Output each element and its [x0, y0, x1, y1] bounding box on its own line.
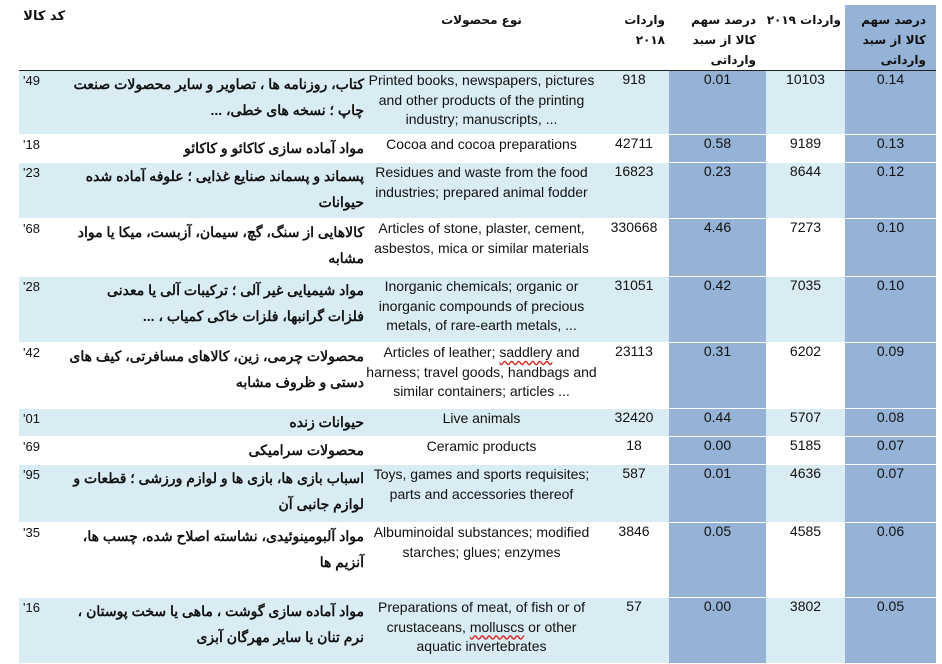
header-product-type: نوع محصولات [364, 5, 599, 71]
share-2019: 0.06 [845, 523, 936, 598]
share-2019: 0.13 [845, 135, 936, 163]
product-name-en: Residues and waste from the food industries; prepared animal fodder [364, 163, 599, 219]
imports-2019: 5185 [766, 437, 845, 465]
header-empty [69, 5, 364, 71]
imports-2018: 31051 [599, 277, 669, 343]
header-share-2018: درصد سهم کالا از سبد وارداتی [669, 5, 766, 71]
product-name-fa: مواد آماده سازی گوشت ، ماهی یا سخت پوستان ، نرم تنان یا سایر مهرگان آبزی [69, 598, 364, 664]
table-row [19, 343, 936, 409]
imports-2018: 18 [599, 437, 669, 465]
table-row [19, 135, 936, 163]
share-2018: 4.46 [669, 219, 766, 277]
share-2019: 0.12 [845, 163, 936, 219]
table-row [19, 437, 936, 465]
share-2018: 0.05 [669, 523, 766, 598]
share-2018: 0.31 [669, 343, 766, 409]
imports-2019: 9189 [766, 135, 845, 163]
imports-2019: 4585 [766, 523, 845, 598]
product-code: '01 [19, 409, 69, 437]
product-name-fa: پسماند و پسماند صنایع غذایی ؛ علوفه آماده شده حیوانات [69, 163, 364, 219]
table-row [19, 163, 936, 219]
en-text-start: Articles of leather; [383, 344, 500, 360]
product-code: '69 [19, 437, 69, 465]
product-code: '23 [19, 163, 69, 219]
imports-2018: 32420 [599, 409, 669, 437]
product-code: '18 [19, 135, 69, 163]
share-2018: 0.01 [669, 71, 766, 135]
imports-2018: 3846 [599, 523, 669, 598]
table-row [19, 523, 936, 598]
imports-2018: 918 [599, 71, 669, 135]
imports-2018: 330668 [599, 219, 669, 277]
product-name-fa: اسباب بازی ها، بازی ها و لوازم ورزشی ؛ قطعات و لوازم جانبی آن [69, 465, 364, 523]
en-text-end: or other aquatic invertebrates [416, 618, 577, 654]
product-name-en: Albuminoidal substances; modified starches; glues; enzymes [364, 523, 599, 598]
share-2019: 0.14 [845, 71, 936, 135]
product-name-fa: مواد آلبومینوئیدی، نشاسته اصلاح شده، چسب ها، آنزیم ها [69, 523, 364, 598]
product-name-en: Ceramic products [364, 437, 599, 465]
table-row [19, 219, 936, 277]
imports-2018: 57 [599, 598, 669, 664]
imports-2019: 7273 [766, 219, 845, 277]
header-imports-2019: واردات ۲۰۱۹ [766, 5, 845, 71]
share-2018: 0.01 [669, 465, 766, 523]
product-name-en: Live animals [364, 409, 599, 437]
product-name-fa: کتاب، روزنامه ها ، تصاویر و سایر محصولات صنعت چاپ ؛ نسخه های خطی، ... [69, 71, 364, 135]
en-text-end: and harness; travel goods, handbags and similar containers; articles ... [366, 344, 597, 399]
product-code: '49 [19, 71, 69, 135]
product-name-fa: محصولات چرمی، زین، کالاهای مسافرتی، کیف های دستی و ظروف مشابه [69, 343, 364, 409]
imports-2019: 4636 [766, 465, 845, 523]
imports-2018: 16823 [599, 163, 669, 219]
share-2018: 0.44 [669, 409, 766, 437]
share-2018: 0.23 [669, 163, 766, 219]
product-code: '16 [19, 598, 69, 664]
share-2019: 0.07 [845, 437, 936, 465]
product-name-fa: مواد شیمیایی غیر آلی ؛ ترکیبات آلی یا معدنی فلزات گرانبها، فلزات خاکی کمیاب ، ... [69, 277, 364, 343]
imports-2018: 587 [599, 465, 669, 523]
product-code: '95 [19, 465, 69, 523]
spellcheck-marked-word: molluscs [469, 618, 525, 635]
share-2018: 0.42 [669, 277, 766, 343]
share-2019: 0.08 [845, 409, 936, 437]
imports-2018: 42711 [599, 135, 669, 163]
share-2018: 0.00 [669, 437, 766, 465]
product-name-fa: کالاهایی از سنگ، گچ، سیمان، آزبست، میکا یا مواد مشابه [69, 219, 364, 277]
table-row [19, 409, 936, 437]
imports-2019: 5707 [766, 409, 845, 437]
table-row [19, 598, 936, 664]
product-name-fa: محصولات سرامیکی [69, 437, 364, 465]
product-name-fa: حیوانات زنده [69, 409, 364, 437]
product-name-en [364, 598, 599, 664]
imports-2019: 3802 [766, 598, 845, 664]
share-2019: 0.10 [845, 277, 936, 343]
product-name-en: Articles of stone, plaster, cement, asbestos, mica or similar materials [364, 219, 599, 277]
imports-table [19, 5, 936, 664]
product-code: '42 [19, 343, 69, 409]
header-code: کد کالا [19, 5, 69, 71]
share-2019: 0.09 [845, 343, 936, 409]
imports-2019: 6202 [766, 343, 845, 409]
header-imports-2018: واردات ۲۰۱۸ [599, 5, 669, 71]
product-name-en: Inorganic chemicals; organic or inorganic compounds of precious metals, of rare-earth metals, ... [364, 277, 599, 343]
imports-2019: 8644 [766, 163, 845, 219]
product-name-fa: مواد آماده سازی کاکائو و کاکائو [69, 135, 364, 163]
spellcheck-marked-word: saddlery [499, 344, 553, 360]
product-code: '35 [19, 523, 69, 598]
en-text-start: Preparations of meat, of fish or of crustaceans, [378, 599, 585, 635]
product-name-en [364, 343, 599, 409]
share-2019: 0.07 [845, 465, 936, 523]
product-name-en: Toys, games and sports requisites; parts and accessories thereof [364, 465, 599, 523]
imports-2019: 10103 [766, 71, 845, 135]
product-name-en: Printed books, newspapers, pictures and other products of the printing industry; manuscripts, ... [364, 71, 599, 135]
table-row [19, 71, 936, 135]
share-2018: 0.58 [669, 135, 766, 163]
header-row [19, 5, 936, 71]
share-2019: 0.10 [845, 219, 936, 277]
share-2018: 0.00 [669, 598, 766, 664]
table-row [19, 277, 936, 343]
product-name-en: Cocoa and cocoa preparations [364, 135, 599, 163]
imports-2018: 23113 [599, 343, 669, 409]
product-code: '28 [19, 277, 69, 343]
share-2019: 0.05 [845, 598, 936, 664]
imports-2019: 7035 [766, 277, 845, 343]
table-row [19, 465, 936, 523]
header-share-2019: درصد سهم کالا از سبد وارداتی [845, 5, 936, 71]
product-code: '68 [19, 219, 69, 277]
